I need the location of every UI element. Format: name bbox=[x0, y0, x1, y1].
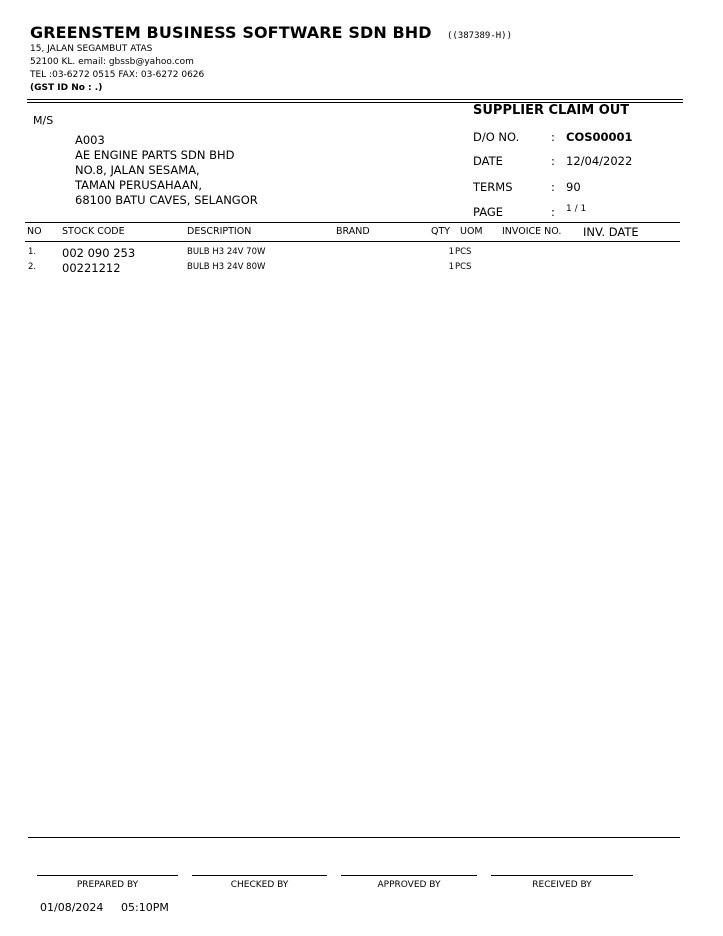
checked-by-label: CHECKED BY bbox=[230, 880, 289, 890]
row-uom: PCS bbox=[455, 262, 472, 272]
supplier-name: AE ENGINE PARTS SDN BHD bbox=[75, 148, 235, 162]
supplier-address2: TAMAN PERUSAHAAN, bbox=[75, 178, 202, 192]
supplier-address1: NO.8, JALAN SESAMA, bbox=[75, 163, 200, 177]
supplier-prefix: M/S bbox=[33, 114, 54, 127]
date-value: 12/04/2022 bbox=[566, 154, 633, 168]
col-header-stock-code: STOCK CODE bbox=[62, 226, 125, 237]
row-stock-code: 00221212 bbox=[62, 261, 121, 275]
footer-rule bbox=[28, 837, 680, 838]
received-by-label: RECEIVED BY bbox=[532, 880, 592, 890]
col-header-brand: BRAND bbox=[336, 226, 370, 237]
approved-by-line bbox=[341, 875, 477, 876]
table-header-rule-top bbox=[25, 222, 680, 223]
header-rule-top bbox=[27, 99, 683, 100]
row-stock-code: 002 090 253 bbox=[62, 246, 136, 260]
company-reg-no: ((387389-H)) bbox=[447, 31, 513, 41]
checked-by-line bbox=[192, 875, 327, 876]
approved-by-label: APPROVED BY bbox=[377, 880, 441, 890]
col-header-qty: QTY bbox=[431, 226, 451, 237]
terms-label: TERMS bbox=[473, 180, 513, 194]
page-value: 1 / 1 bbox=[566, 204, 587, 214]
row-no: 1. bbox=[28, 247, 37, 257]
row-description: BULB H3 24V 80W bbox=[187, 262, 266, 272]
date-label: DATE bbox=[473, 154, 503, 168]
printed-date: 01/08/2024 bbox=[40, 901, 104, 914]
row-qty: 1 bbox=[448, 262, 454, 272]
do-no-value: COS00001 bbox=[566, 130, 633, 144]
col-header-invoice-no: INVOICE NO. bbox=[502, 226, 562, 237]
company-phone-fax: TEL :03-6272 0515 FAX: 03-6272 0626 bbox=[30, 70, 205, 80]
col-header-no: NO bbox=[27, 226, 42, 237]
company-gst: (GST ID No : .) bbox=[30, 83, 103, 93]
do-no-label: D/O NO. bbox=[473, 130, 520, 144]
row-description: BULB H3 24V 70W bbox=[187, 247, 266, 257]
printed-time: 05:10PM bbox=[121, 901, 169, 914]
terms-value: 90 bbox=[566, 180, 581, 194]
prepared-by-label: PREPARED BY bbox=[76, 880, 139, 890]
row-no: 2. bbox=[28, 262, 37, 272]
date-colon: : bbox=[551, 154, 555, 168]
page-label: PAGE bbox=[473, 205, 504, 219]
company-name: GREENSTEM BUSINESS SOFTWARE SDN BHD bbox=[30, 23, 432, 42]
table-header-rule-bottom bbox=[25, 241, 680, 242]
col-header-inv-date: INV. DATE bbox=[583, 225, 639, 239]
supplier-address3: 68100 BATU CAVES, SELANGOR bbox=[75, 193, 258, 207]
received-by-line bbox=[491, 875, 633, 876]
do-no-colon: : bbox=[551, 130, 555, 144]
row-qty: 1 bbox=[448, 247, 454, 257]
row-uom: PCS bbox=[455, 247, 472, 257]
page-colon: : bbox=[551, 205, 555, 219]
col-header-description: DESCRIPTION bbox=[187, 226, 252, 237]
terms-colon: : bbox=[551, 180, 555, 194]
company-address-line2: 52100 KL. email: gbssb@yahoo.com bbox=[30, 57, 194, 67]
prepared-by-line bbox=[37, 875, 178, 876]
document-title: SUPPLIER CLAIM OUT bbox=[473, 103, 630, 118]
company-address-line1: 15, JALAN SEGAMBUT ATAS bbox=[30, 44, 153, 54]
supplier-code: A003 bbox=[75, 133, 105, 147]
col-header-uom: UOM bbox=[460, 226, 483, 237]
